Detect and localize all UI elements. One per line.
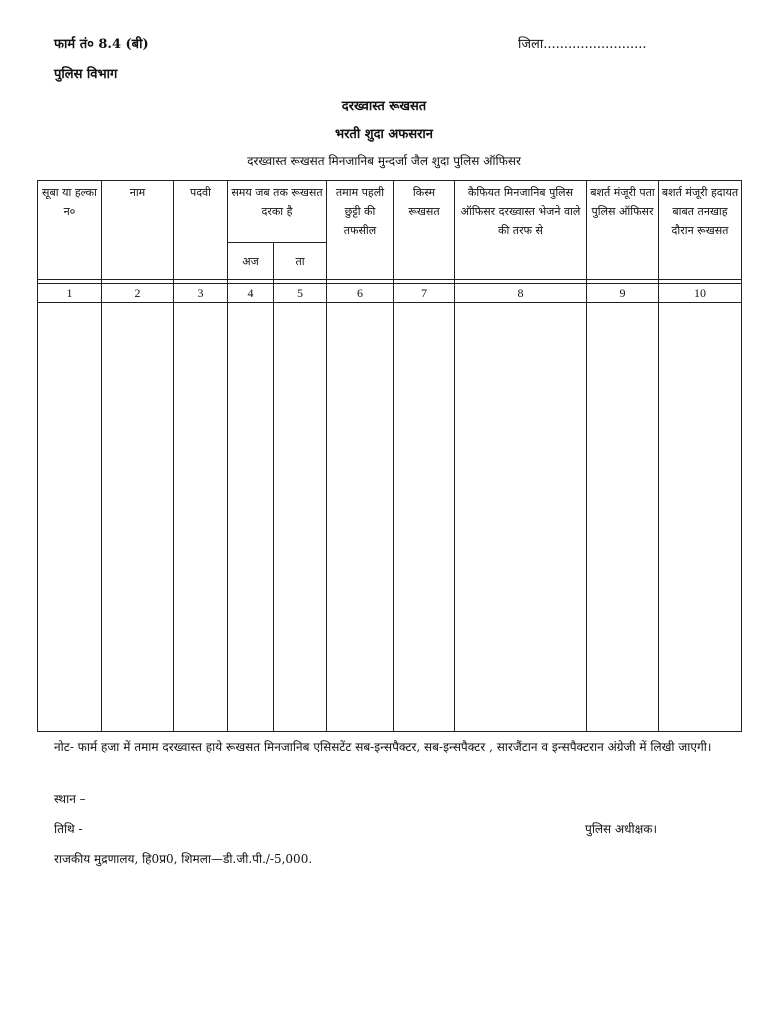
printer-imprint: राजकीय मुद्रणालय, हि0प्र0, शिमला—डी.जी.पी./-5,000. xyxy=(54,852,313,866)
header-leave-type: किस्म रूखसत xyxy=(394,181,455,280)
place-field: स्थान – xyxy=(54,792,86,806)
header-rank: पदवी xyxy=(174,181,228,280)
footer-note: नोट- फार्म हजा में तमाम दरख्वास्त हाये रूखसत मिनजानिब एसिसटेंट सब-इन्सपैक्टर, सब-इन्सपैक्टर , सारजैंटान व इन्सपैक्टरान अंग्रेजी में लिखी जाएगी। xyxy=(54,740,712,754)
column-number: 2 xyxy=(102,284,174,303)
header-name: नाम xyxy=(102,181,174,280)
header-to: ता xyxy=(274,243,327,280)
entry-cell-remarks[interactable] xyxy=(455,303,587,732)
column-number: 9 xyxy=(587,284,659,303)
form-description: दरख्वास्त रूखसत मिनजानिब मुन्दर्जा जैल शुदा पुलिस ऑफिसर xyxy=(247,154,521,168)
header-officer-address: बशर्त मंजूरी पता पुलिस ऑफिसर xyxy=(587,181,659,280)
form-title: दरख्वास्त रूखसत xyxy=(341,99,427,114)
column-number: 3 xyxy=(174,284,228,303)
header-previous-leave: तमाम पहली छुट्टी की तफसील xyxy=(327,181,394,280)
column-number: 4 xyxy=(228,284,274,303)
entry-cell-previous-leave[interactable] xyxy=(327,303,394,732)
header-leave-period: समय जब तक रूखसत दरका है xyxy=(228,181,327,243)
header-region: सूबा या हल्का न० xyxy=(38,181,102,280)
header-from: अज xyxy=(228,243,274,280)
entry-cell-from[interactable] xyxy=(228,303,274,732)
entry-cell-region[interactable] xyxy=(38,303,102,732)
entry-cell-name[interactable] xyxy=(102,303,174,732)
entry-cell-leave-type[interactable] xyxy=(394,303,455,732)
entry-cell-rank[interactable] xyxy=(174,303,228,732)
column-number: 1 xyxy=(38,284,102,303)
department-name: पुलिस विभाग xyxy=(54,67,118,82)
form-subtitle: भरती शुदा अफसरान xyxy=(334,127,434,142)
table-row xyxy=(38,303,742,732)
header-salary-instructions: बशर्त मंजूरी हदायत बाबत तनखाह दौरान रूखसत xyxy=(659,181,742,280)
column-number: 8 xyxy=(455,284,587,303)
leave-application-table xyxy=(37,180,742,732)
district-field: जिला......................... xyxy=(518,37,647,52)
entry-cell-to[interactable] xyxy=(274,303,327,732)
column-number: 5 xyxy=(274,284,327,303)
header-remarks: कैफियत मिनजानिब पुलिस ऑफिसर दरख्वास्त भेजने वाले की तरफ से xyxy=(455,181,587,280)
column-number: 6 xyxy=(327,284,394,303)
form-number: फार्म तं० 8.4 (बी) xyxy=(54,37,149,52)
signature-line: पुलिस अधीक्षक। xyxy=(585,822,658,836)
entry-cell-officer-address[interactable] xyxy=(587,303,659,732)
entry-cell-salary-instructions[interactable] xyxy=(659,303,742,732)
date-field: तिथि - xyxy=(54,822,83,836)
column-number: 10 xyxy=(659,284,742,303)
column-number: 7 xyxy=(394,284,455,303)
